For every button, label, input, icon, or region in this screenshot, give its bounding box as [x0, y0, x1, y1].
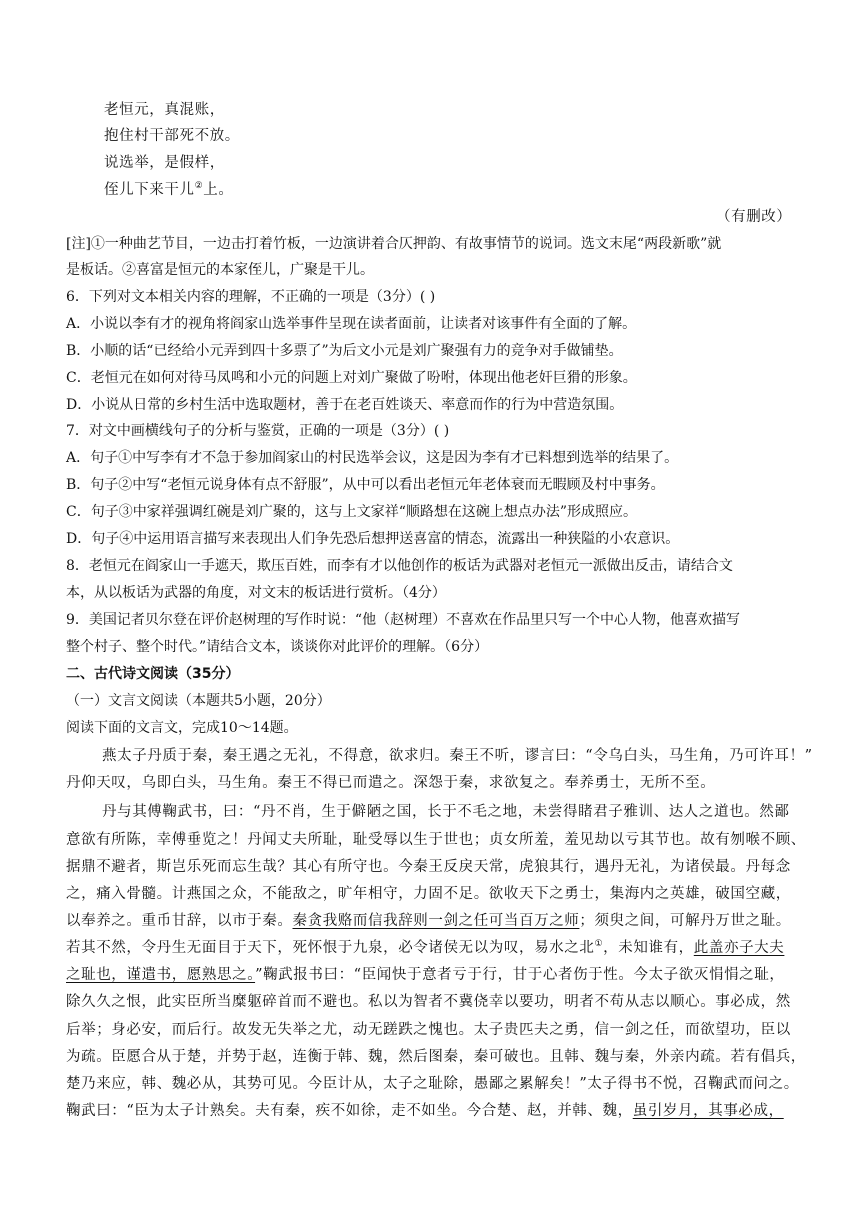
- question-7-option: D．句子④中运用语言描写来表现出人们争先恐后想押送喜富的情态，流露出一种狭隘的小农意识。: [66, 531, 680, 547]
- passage-text: 以奉养之。重币甘辞，以市于秦。: [66, 913, 293, 929]
- source-note: （有删改）: [716, 209, 792, 225]
- question-7-option: A．句子①中写李有才不急于参加阎家山的村民选举会议，这是因为李有才已料想到选举的结果了。: [66, 450, 679, 466]
- poem-line: 抱住村干部死不放。: [104, 128, 240, 144]
- question-7-option: B．句子②中写“老恒元说身体有点不舒服”，从中可以看出老恒元年老体衰而无暇顾及村中事务。: [66, 477, 665, 493]
- question-9-line: 整个村子、整个时代。”请结合文本，谈谈你对此评价的理解。（6分）: [66, 639, 489, 655]
- section-title: 二、古代诗文阅读（35分）: [66, 666, 240, 682]
- underlined-sentence: 之耻也，谨遣书，愿熟思之。: [66, 967, 256, 983]
- poem-text: 上。: [203, 182, 234, 198]
- annotation-line: [注]①一种曲艺节目，一边击打着竹板，一边演讲着合仄押韵、有故事情节的说词。选文末尾“两段新歌”就: [66, 236, 722, 252]
- passage-text: ”鞠武报书曰：“臣闻快于意者亏于行，甘于心者伤于性。今太子欲灭悁悁之耻，: [255, 967, 785, 983]
- question-7-option: C．句子③中家祥强调红碗是刘广聚的，这与上文家祥“顺路想在这碗上想点办法”形成照应。: [66, 504, 638, 520]
- passage-line: 意欲有所陈，幸傅垂览之！丹闻丈夫所耻，耻受辱以生于世也；贞女所羞，羞见劫以亏其节也。故有刎喉不顾、: [66, 832, 806, 848]
- question-7-stem: 7．对文中画横线句子的分析与鉴赏，正确的一项是（3分）( ): [66, 423, 450, 439]
- passage-line: [66, 1100, 784, 1122]
- annotation-line: 是板话。②喜富是恒元的本家侄儿，广聚是干儿。: [66, 262, 374, 278]
- underlined-sentence: 虽引岁月，其事必成，: [632, 1103, 784, 1119]
- question-6-option: C．老恒元在如何对待马凤鸣和小元的问题上对刘广聚做了吩咐，体现出他老奸巨猾的形象。: [66, 370, 637, 386]
- passage-line: [66, 910, 791, 932]
- passage-line: 之，痛入骨髓。计燕国之众，不能敌之，旷年相守，力固不足。欲收天下之勇士，集海内之英雄，破国空藏，: [66, 886, 791, 902]
- poem-line: 老恒元，真混账，: [104, 102, 225, 118]
- subsection-title: （一）文言文阅读（本题共5小题，20分）: [66, 693, 331, 709]
- question-6-option: B．小顺的话“已经给小元弄到四十多票了”为后文小元是刘广聚强有力的竞争对手做铺垫。: [66, 343, 623, 359]
- passage-line: 丹与其傅鞠武书，曰：“丹不肖，生于僻陋之国，长于不毛之地，未尝得睹君子雅训、达人之道也。然鄙: [102, 804, 790, 820]
- passage-line: [66, 964, 785, 986]
- passage-line: 燕太子丹质于秦，秦王遇之无礼，不得意，欲求归。秦王不听，谬言曰：“令乌白头，马生角，乃可许耳！”: [102, 748, 813, 764]
- question-6-option: A．小说以李有才的视角将阎家山选举事件呈现在读者面前，让读者对该事件有全面的了解。: [66, 316, 637, 332]
- passage-line: 为疏。臣愿合从于楚，并势于赵，连衡于韩、魏，然后图秦，秦可破也。且韩、魏与秦，外亲内疏。若有倡兵，: [66, 1049, 806, 1065]
- passage-line: 据鼎不避者，斯岂乐死而忘生哉？其心有所守也。今秦王反戾天常，虎狼其行，遇丹无礼，为诸侯最。丹每念: [66, 859, 791, 875]
- poem-line: 说选举，是假样，: [104, 155, 225, 171]
- passage-line: [66, 937, 784, 959]
- poem-line-last: [104, 179, 233, 201]
- passage-line: 后举；身必安，而后行。故发无失举之尤，动无蹉跌之愧也。太子贵匹夫之勇，信一剑之任，而欲望功，臣以: [66, 1022, 791, 1038]
- question-8-line: 本，从以板话为武器的角度，对文末的板话进行赏析。（4分）: [66, 585, 446, 601]
- footnote-marker: ②: [194, 181, 204, 191]
- question-9-line: 9．美国记者贝尔登在评价赵树理的写作时说：“他（赵树理）不喜欢在作品里只写一个中心人物，他喜欢描写: [66, 612, 741, 628]
- underlined-sentence: 秦贪我赂而信我辞则一剑之任可当百万之师: [292, 913, 580, 929]
- passage-line: 楚乃来应，韩、魏必从，其势可见。今臣计从，太子之耻除，愚鄙之累解矣！”太子得书不悦，召鞠武而问之。: [66, 1076, 799, 1092]
- passage-text: 若其不然，令丹生无面目于天下，死怀恨于九泉，必令诸侯无以为叹，易水之北: [66, 940, 595, 956]
- question-6-stem: 6．下列对文本相关内容的理解，不正确的一项是（3分）( ): [66, 289, 436, 305]
- question-8-line: 8．老恒元在阎家山一手遮天，欺压百姓，而李有才以他创作的板话为武器对老恒元一派做出反击，请结合文: [66, 558, 733, 574]
- passage-text: 鞠武曰：“臣为太子计熟矣。夫有秦，疾不如徐，走不如坐。今合楚、赵，并韩、魏，: [66, 1103, 633, 1119]
- reading-instruction: 阅读下面的文言文，完成10～14题。: [66, 720, 298, 736]
- underlined-sentence: 此盖亦子大夫: [693, 940, 785, 956]
- passage-line: 除久久之恨，此实臣所当糜躯碎首而不避也。私以为智者不冀侥幸以要功，明者不苟从志以顺心。事必成，然: [66, 994, 791, 1010]
- footnote-marker: ①: [594, 939, 604, 949]
- passage-text: ，未知谁有，: [603, 940, 694, 956]
- passage-line: 丹仰天叹，乌即白头，马生角。秦王不得已而遣之。深怨于秦，求欲复之。奉养勇士，无所不至。: [66, 775, 716, 791]
- passage-text: ；须臾之间，可解丹万世之耻。: [579, 913, 791, 929]
- poem-text: 侄儿下来干儿: [104, 182, 195, 198]
- question-6-option: D．小说从日常的乡村生活中选取题材，善于在老百姓谈天、率意而作的行为中营造氛围。: [66, 397, 624, 413]
